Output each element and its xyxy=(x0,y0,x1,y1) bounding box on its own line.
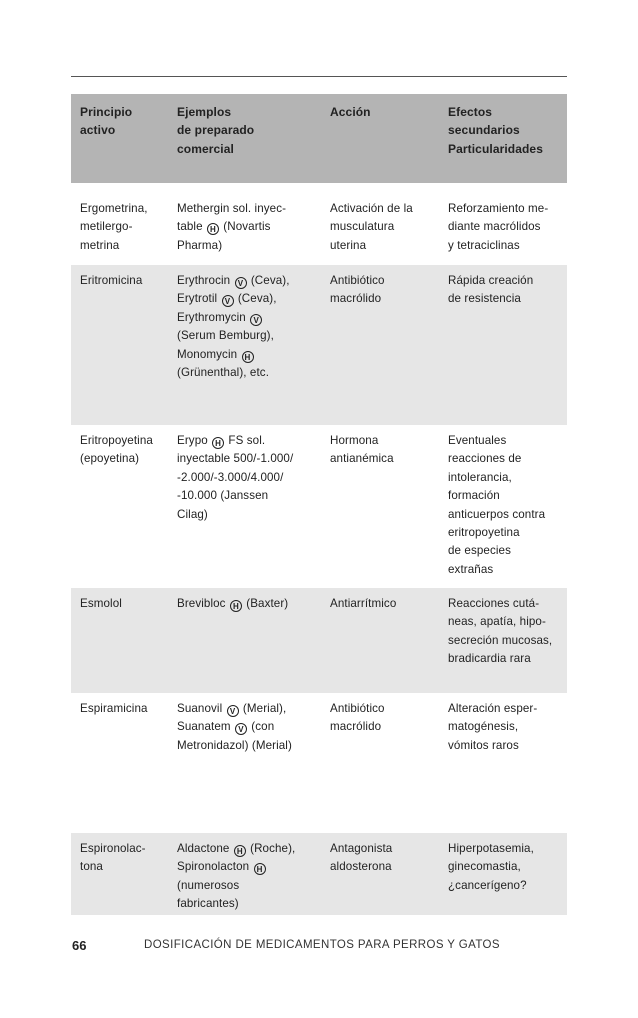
text-segment: Suanovil xyxy=(177,702,226,715)
text-segment: Erythrocin xyxy=(177,274,234,287)
text-line xyxy=(177,487,319,505)
cell-ejemplos xyxy=(168,183,321,265)
text-line: macrólido xyxy=(330,292,382,306)
text-line xyxy=(177,327,319,345)
text-line: matogénesis, xyxy=(448,720,519,734)
text-line: Ejemplos xyxy=(177,105,232,119)
text-segment: Erytrotil xyxy=(177,292,221,306)
text-line: anticuerpos contra xyxy=(448,507,546,521)
text-line: bradicardia rara xyxy=(448,652,531,666)
text-segment: Monomycin xyxy=(177,347,241,361)
text-line: diante macrólidos xyxy=(448,220,541,234)
cell-ejemplos xyxy=(168,693,321,833)
running-title: DOSIFICACIÓN DE MEDICAMENTOS PARA PERROS Y GATOS xyxy=(144,939,500,951)
cell-efectos xyxy=(439,588,567,693)
human-use-icon: H xyxy=(212,437,224,449)
text-line: comercial xyxy=(177,141,234,156)
text-segment: -2.000/-3.000/4.000/ xyxy=(177,470,284,484)
text-line: reacciones de xyxy=(448,452,522,466)
text-segment: (Merial), xyxy=(239,702,287,715)
text-line: y tetraciclinas xyxy=(448,238,520,252)
cell-principio xyxy=(71,693,168,833)
text-segment: (numerosos xyxy=(177,878,240,892)
table-row xyxy=(71,183,567,265)
text-segment: Cilag) xyxy=(177,507,208,521)
cell-ejemplos xyxy=(168,833,321,915)
human-use-icon: H xyxy=(230,600,242,612)
text-segment: Methergin sol. inyec- xyxy=(177,202,287,215)
cell-accion xyxy=(321,693,439,833)
text-line: antianémica xyxy=(330,452,394,466)
text-line: extrañas xyxy=(448,562,494,576)
veterinary-use-icon: V xyxy=(250,314,262,326)
text-segment: inyectable 500/-1.000/ xyxy=(177,452,294,466)
text-line: de preparado xyxy=(177,123,255,138)
text-line: tona xyxy=(80,860,103,874)
text-line: uterina xyxy=(330,238,367,252)
text-line xyxy=(177,469,319,487)
text-line xyxy=(177,364,319,382)
text-line xyxy=(177,840,319,858)
text-line: Reforzamiento me- xyxy=(448,202,549,215)
text-line: Espironolac- xyxy=(80,842,146,855)
text-line xyxy=(177,218,319,236)
text-line: musculatura xyxy=(330,220,395,234)
text-segment: (Roche), xyxy=(246,842,296,855)
text-line xyxy=(177,895,319,913)
table-header xyxy=(71,94,567,183)
text-segment: Erythromycin xyxy=(177,310,250,324)
text-line xyxy=(177,346,319,364)
cell-accion xyxy=(321,833,439,915)
text-segment: Aldactone xyxy=(177,842,233,855)
text-line: neas, apatía, hipo- xyxy=(448,615,546,629)
text-line xyxy=(177,595,319,613)
text-line: aldosterona xyxy=(330,860,392,874)
cell-accion xyxy=(321,588,439,693)
text-line: Hormona xyxy=(330,434,379,447)
text-line: metilergo- xyxy=(80,220,133,234)
text-segment: (Serum Bemburg), xyxy=(177,329,274,343)
text-line xyxy=(177,309,319,327)
table-row xyxy=(71,693,567,833)
text-line: Reacciones cutá- xyxy=(448,597,540,610)
text-segment: table xyxy=(177,220,206,234)
header-principio-activo xyxy=(71,94,168,183)
cell-efectos xyxy=(439,425,567,588)
text-segment: -10.000 (Janssen xyxy=(177,489,269,503)
text-line: Hiperpotasemia, xyxy=(448,842,534,855)
cell-principio xyxy=(71,425,168,588)
drug-table xyxy=(71,94,567,915)
text-line: Eventuales xyxy=(448,434,507,447)
cell-ejemplos xyxy=(168,425,321,588)
text-segment: (Novartis xyxy=(219,220,271,234)
veterinary-use-icon: V xyxy=(235,723,247,735)
text-line xyxy=(177,718,319,736)
text-segment: (Ceva), xyxy=(247,274,290,287)
cell-efectos xyxy=(439,693,567,833)
text-line: Antibiótico xyxy=(330,274,385,287)
text-line: Acción xyxy=(330,105,371,119)
cell-principio xyxy=(71,265,168,425)
human-use-icon: H xyxy=(254,863,266,875)
header-accion xyxy=(321,94,439,183)
text-segment: Metronidazol) (Merial) xyxy=(177,738,292,752)
text-line: Eritropoyetina xyxy=(80,434,153,447)
text-segment: fabricantes) xyxy=(177,897,239,911)
text-line: intolerancia, xyxy=(448,470,512,484)
text-line xyxy=(177,737,319,755)
text-line: de especies xyxy=(448,544,511,558)
text-line xyxy=(177,700,319,718)
text-line: (epoyetina) xyxy=(80,452,140,466)
text-line: Antiarrítmico xyxy=(330,597,397,610)
text-line xyxy=(177,272,319,290)
text-line: eritropoyetina xyxy=(448,526,520,540)
text-segment: (Baxter) xyxy=(242,597,289,610)
text-line: formación xyxy=(448,489,500,503)
text-segment: Suanatem xyxy=(177,720,234,734)
text-line xyxy=(177,506,319,524)
text-line: Ergometrina, xyxy=(80,202,148,215)
page-footer xyxy=(72,938,500,953)
text-segment: (Ceva), xyxy=(234,292,277,306)
text-line xyxy=(177,450,319,468)
human-use-icon: H xyxy=(207,223,219,235)
text-line xyxy=(177,200,319,218)
cell-efectos xyxy=(439,265,567,425)
text-line: Efectos xyxy=(448,105,493,119)
cell-ejemplos xyxy=(168,588,321,693)
text-line: Rápida creación xyxy=(448,274,534,287)
text-line: ginecomastia, xyxy=(448,860,521,874)
cell-principio xyxy=(71,588,168,693)
text-segment: Brevibloc xyxy=(177,597,229,610)
text-line: secundarios xyxy=(448,123,520,138)
human-use-icon: H xyxy=(242,351,254,363)
table-row xyxy=(71,588,567,693)
text-segment: FS sol. xyxy=(225,434,266,447)
text-line: ¿cancerígeno? xyxy=(448,878,527,892)
text-line: Principio xyxy=(80,105,133,119)
text-line: secreción mucosas, xyxy=(448,633,553,647)
veterinary-use-icon: V xyxy=(227,705,239,717)
text-segment: Spironolacton xyxy=(177,860,253,874)
text-segment: Erypo xyxy=(177,434,212,447)
table-row xyxy=(71,425,567,588)
text-line xyxy=(177,858,319,876)
text-line xyxy=(177,237,319,255)
text-line: de resistencia xyxy=(448,292,521,306)
text-line: Activación de la xyxy=(330,202,413,215)
top-rule xyxy=(71,76,567,77)
veterinary-use-icon: V xyxy=(235,277,247,289)
text-segment: (con xyxy=(247,720,275,734)
text-segment: Pharma) xyxy=(177,238,223,252)
cell-principio xyxy=(71,833,168,915)
text-line: Particularidades xyxy=(448,141,543,156)
cell-efectos xyxy=(439,183,567,265)
text-segment: (Grünenthal), etc. xyxy=(177,366,270,380)
cell-accion xyxy=(321,425,439,588)
page-number: 66 xyxy=(72,938,87,953)
veterinary-use-icon: V xyxy=(222,295,234,307)
text-line: Espiramicina xyxy=(80,702,148,715)
text-line: vómitos raros xyxy=(448,738,519,752)
text-line: Alteración esper- xyxy=(448,702,538,715)
cell-principio xyxy=(71,183,168,265)
text-line xyxy=(177,432,319,450)
header-ejemplos xyxy=(168,94,321,183)
cell-accion xyxy=(321,265,439,425)
table-row xyxy=(71,833,567,915)
cell-ejemplos xyxy=(168,265,321,425)
text-line xyxy=(177,877,319,895)
human-use-icon: H xyxy=(234,845,246,857)
text-line xyxy=(177,290,319,308)
cell-accion xyxy=(321,183,439,265)
cell-efectos xyxy=(439,833,567,915)
table-row xyxy=(71,265,567,425)
text-line: Antibiótico xyxy=(330,702,385,715)
text-line: macrólido xyxy=(330,720,382,734)
header-efectos xyxy=(439,94,567,183)
text-line: Antagonista xyxy=(330,842,393,855)
text-line: Eritromicina xyxy=(80,274,143,287)
text-line: metrina xyxy=(80,238,120,252)
text-line: Esmolol xyxy=(80,597,122,610)
text-line: activo xyxy=(80,123,116,138)
